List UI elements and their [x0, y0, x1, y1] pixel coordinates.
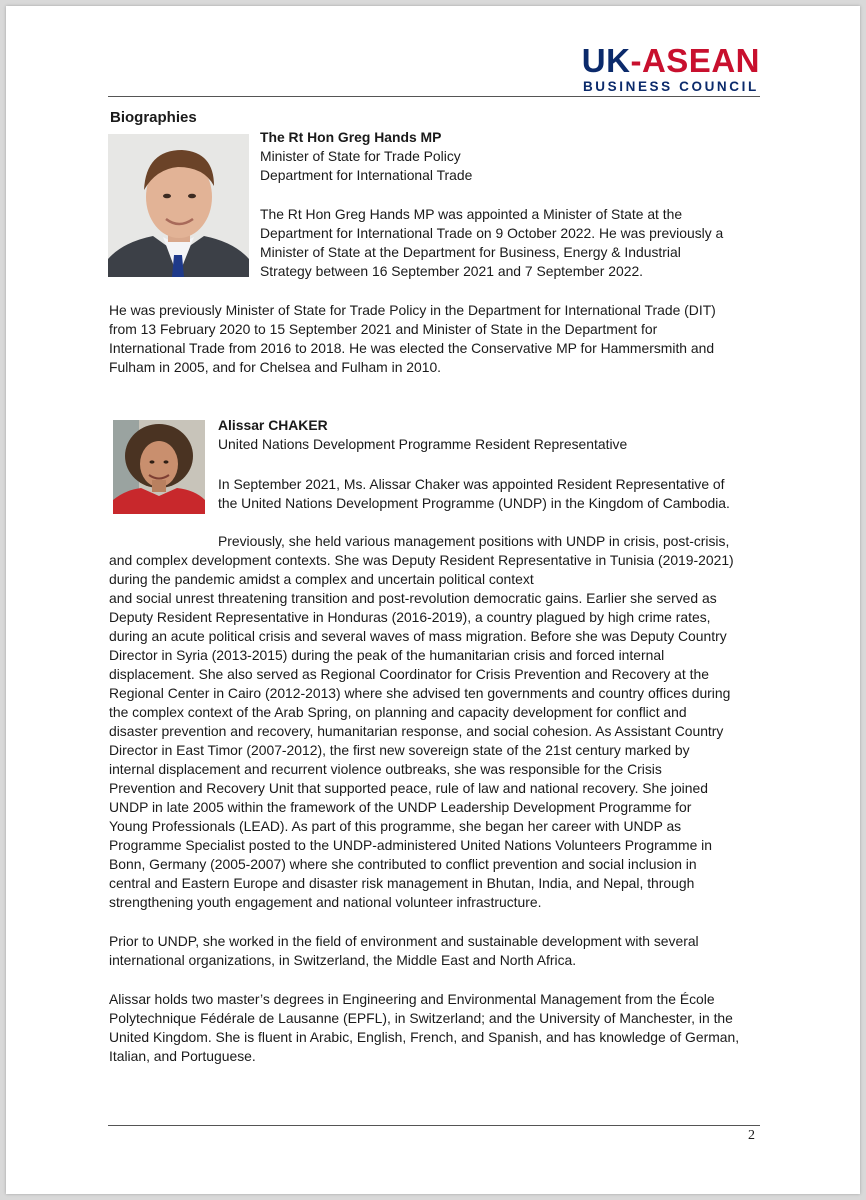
bio1-role: Minister of State for Trade Policy: [260, 148, 461, 164]
bio2-career-line: Deputy Resident Representative in Honduras (2016-2019), a country plagued by high crime rates,: [109, 609, 711, 625]
page-heading: Biographies: [110, 109, 197, 126]
greg-hands-photo: [108, 134, 249, 277]
bio2-career-line: Director in Syria (2013-2015) during the peak of the humanitarian crisis and forced internal: [109, 647, 665, 663]
logo-wordmark: UK-ASEAN: [581, 42, 760, 79]
bio2-degrees-line: Alissar holds two master’s degrees in Engineering and Environmental Management from the École: [109, 991, 715, 1007]
document-page: [6, 6, 860, 1194]
uk-asean-logo: [582, 44, 760, 94]
bio2-career-line: UNDP in late 2005 within the framework of the UNDP Leadership Development Programme for: [109, 799, 692, 815]
bio2-career-line: disaster prevention and recovery, humanitarian response, and social cohesion. As Assistant Country: [109, 723, 724, 739]
alissar-chaker-photo: [113, 420, 205, 514]
bio1-intro-line: Department for International Trade on 9 October 2022. He was previously a: [260, 225, 724, 241]
bio2-career-line: Regional Center in Cairo (2012-2013) where she advised ten governments and country offices during: [109, 685, 731, 701]
bio2-career-line: Prevention and Recovery Unit that supported peace, rule of law and national recovery. She joined: [109, 780, 708, 796]
portrait-image: [108, 134, 249, 277]
bio1-name: The Rt Hon Greg Hands MP: [260, 129, 442, 145]
bio2-career-line: and complex development contexts. She was Deputy Resident Representative in Tunisia (2019-2021): [109, 552, 734, 568]
bio2-career-line: the complex context of the Arab Spring, on planning and capacity development for conflict and: [109, 704, 687, 720]
bio2-previously-first-line: Previously, she held various management positions with UNDP in crisis, post-crisis,: [218, 533, 730, 549]
bio2-career-line: and social unrest threatening transition and post-revolution democratic gains. Earlier she served as: [109, 590, 717, 606]
bio1-paragraph-line: He was previously Minister of State for Trade Policy in the Department for International Trade (DIT): [109, 302, 716, 318]
bio2-career-line: Bonn, Germany (2005-2007) where she contributed to conflict prevention and social inclusion in: [109, 856, 697, 872]
bio2-career-line: Programme Specialist posted to the UNDP-administered United Nations Volunteers Programme in: [109, 837, 712, 853]
bio1-paragraph-line: International Trade from 2016 to 2018. He was elected the Conservative MP for Hammersmith and: [109, 340, 715, 356]
bio2-degrees-line: Italian, and Portuguese.: [109, 1048, 256, 1064]
bio2-degrees-line: United Kingdom. She is fluent in Arabic, English, French, and Spanish, and has knowledge of German,: [109, 1029, 740, 1045]
bio1-paragraph-line: Fulham in 2005, and for Chelsea and Fulham in 2010.: [109, 359, 442, 375]
bio2-career-line: during the pandemic amidst a complex and uncertain political context: [109, 571, 534, 587]
bio2-career-line: during an acute political crisis and several waves of mass migration. Before she was Deputy Country: [109, 628, 727, 644]
bio2-career-line: Director in East Timor (2007-2012), the first new sovereign state of the 21st century marked by: [109, 742, 690, 758]
page-number: 2: [748, 1128, 755, 1143]
bio1-intro-line: Strategy between 16 September 2021 and 7 September 2022.: [260, 263, 644, 279]
bio2-career-line: internal displacement and recurrent violence outbreaks, she was responsible for the Crisis: [109, 761, 662, 777]
bio1-intro-line: Minister of State at the Department for Business, Energy & Industrial: [260, 244, 681, 260]
footer-divider: [108, 1125, 760, 1126]
header-divider: [108, 96, 760, 97]
bio2-intro-line: the United Nations Development Programme (UNDP) in the Kingdom of Cambodia.: [218, 495, 730, 511]
bio2-degrees-line: Polytechnique Fédérale de Lausanne (EPFL), in Switzerland; and the University of Manchester, in the: [109, 1010, 733, 1026]
bio2-prior-line: international organizations, in Switzerland, the Middle East and North Africa.: [109, 952, 577, 968]
bio2-name: Alissar CHAKER: [218, 417, 328, 433]
portrait-image: [113, 420, 205, 514]
bio2-prior-line: Prior to UNDP, she worked in the field of environment and sustainable development with several: [109, 933, 699, 949]
bio1-intro-line: The Rt Hon Greg Hands MP was appointed a Minister of State at the: [260, 206, 683, 222]
bio2-career-line: central and Eastern Europe and disaster risk management in Bhutan, India, and Nepal, through: [109, 875, 695, 891]
logo-subtitle: BUSINESS COUNCIL: [582, 79, 759, 94]
bio1-department: Department for International Trade: [260, 167, 473, 183]
bio2-role: United Nations Development Programme Resident Representative: [218, 436, 628, 452]
bio2-intro-line: In September 2021, Ms. Alissar Chaker was appointed Resident Representative of: [218, 476, 725, 492]
bio1-paragraph-line: from 13 February 2020 to 15 September 2021 and Minister of State in the Department for: [109, 321, 658, 337]
bio2-career-line: displacement. She also served as Regional Coordinator for Crisis Prevention and Recovery at the: [109, 666, 709, 682]
bio2-career-line: strengthening youth engagement and national volunteer infrastructure.: [109, 894, 542, 910]
bio2-career-line: Young Professionals (LEAD). As part of this programme, she began her career with UNDP as: [109, 818, 682, 834]
